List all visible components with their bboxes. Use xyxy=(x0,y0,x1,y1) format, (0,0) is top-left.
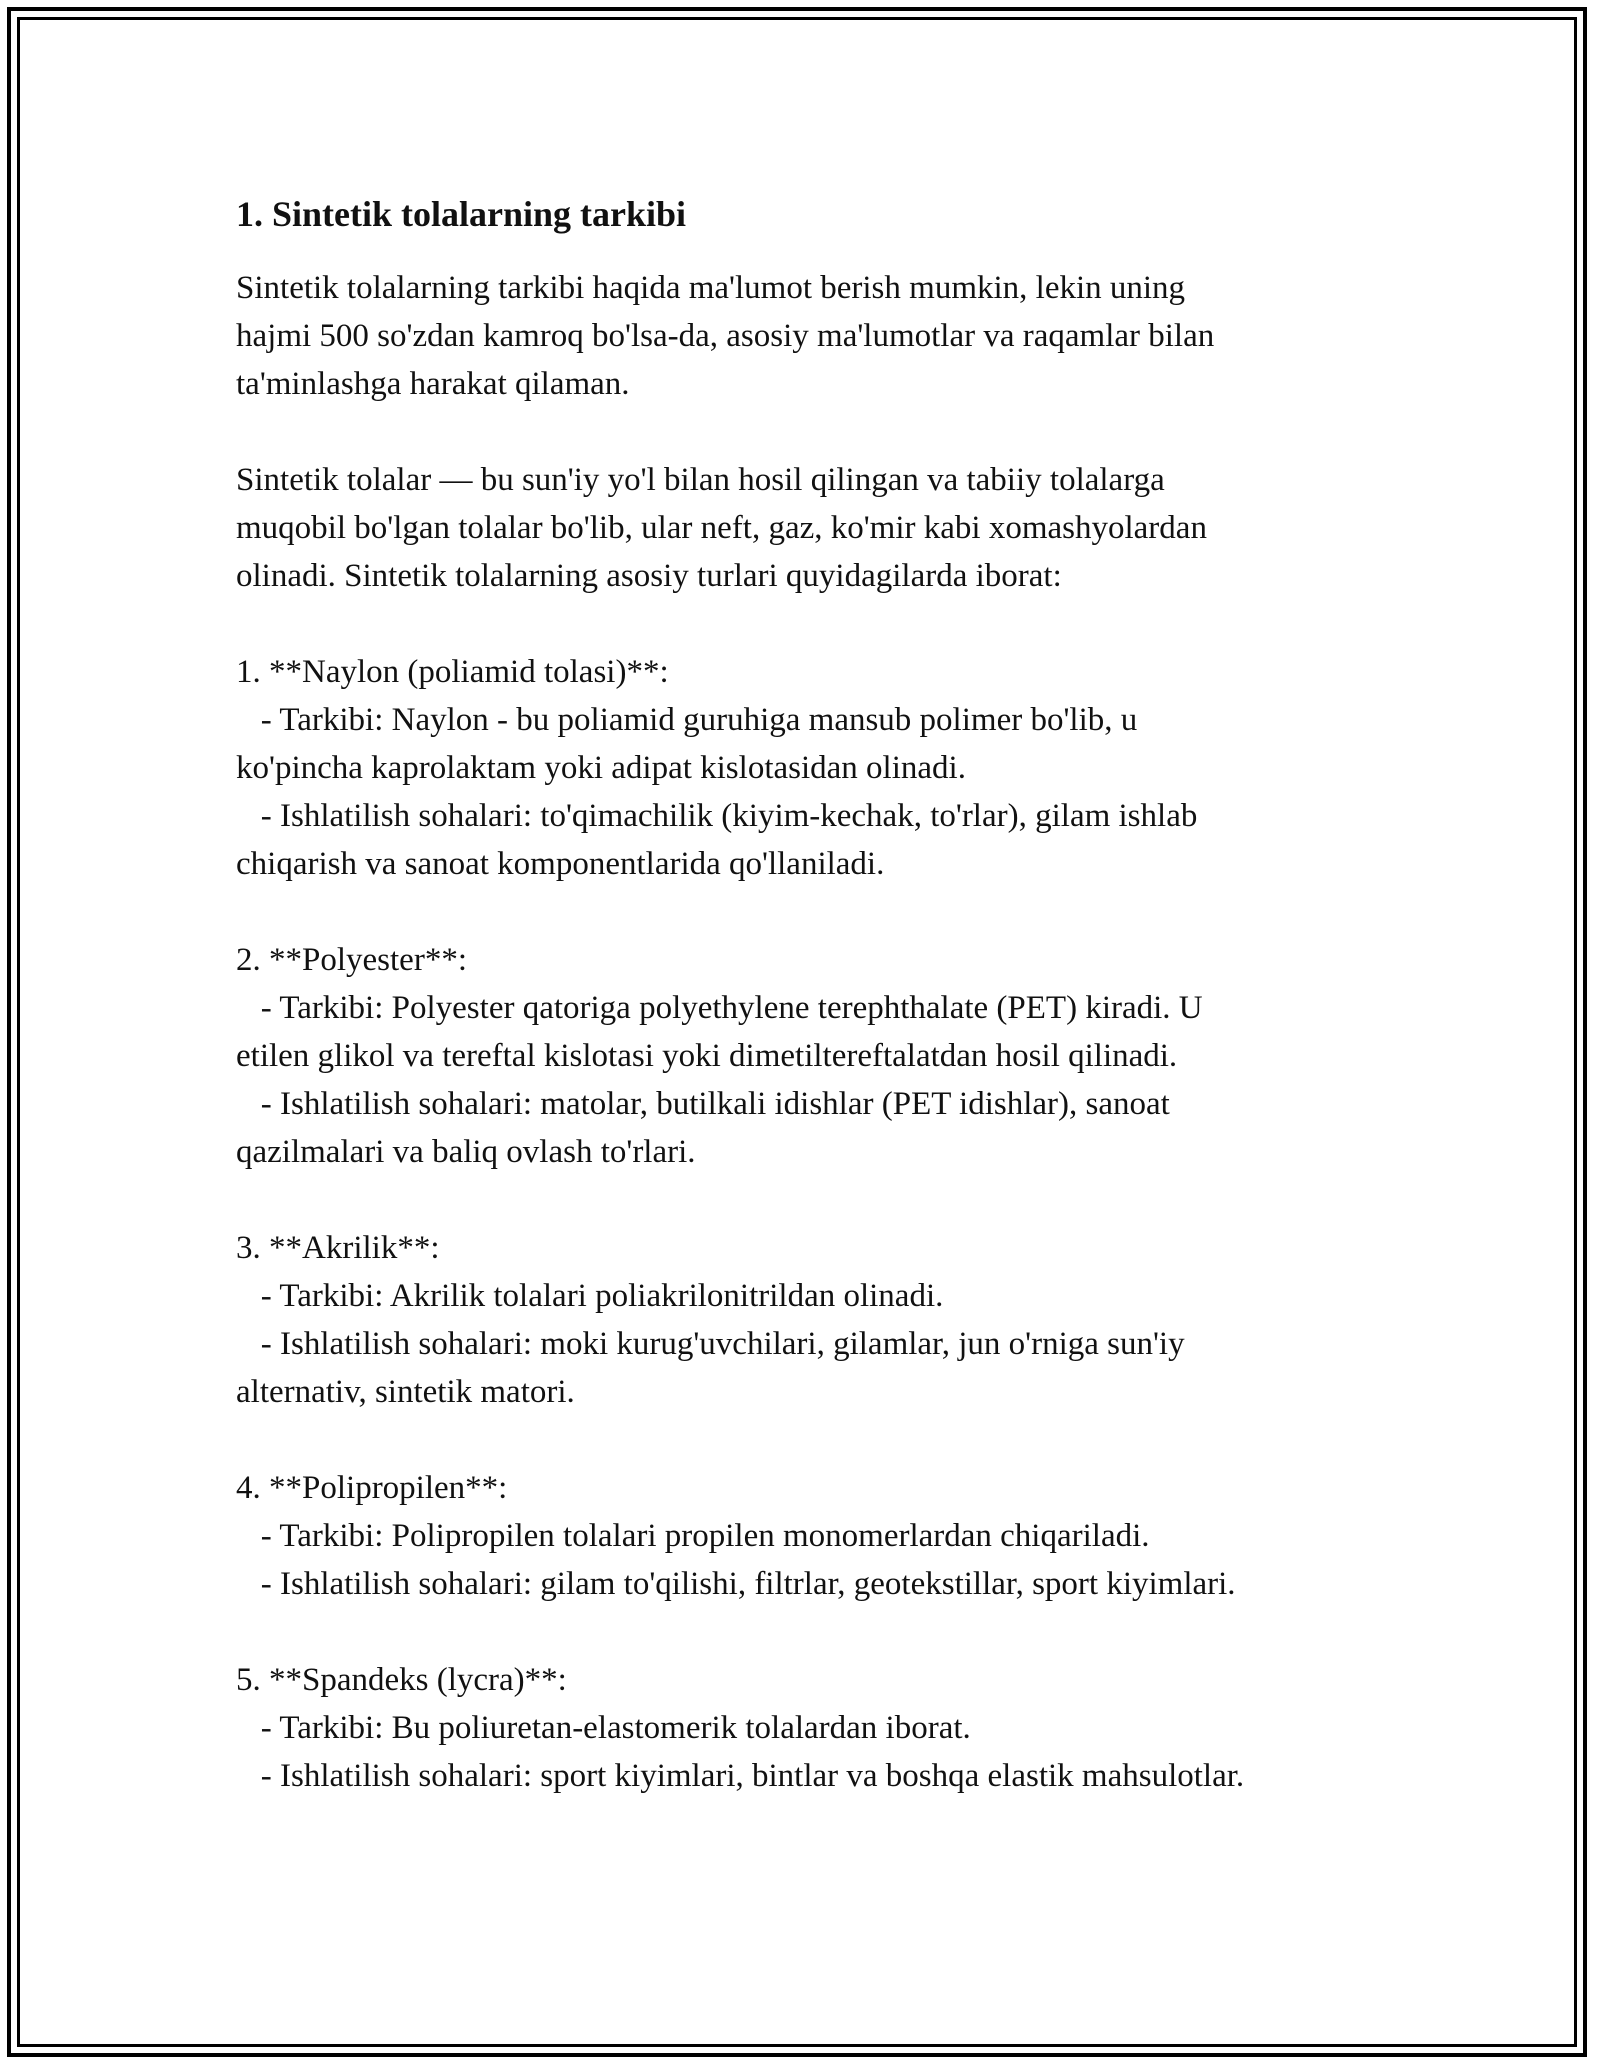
item-composition: - Tarkibi: Polyester qatoriga polyethylene terephthalate (PET) kiradi. U etilen glikol va tereftal kislotasi yoki dimetiltereftalatdan hosil qilinadi. xyxy=(236,990,1203,1074)
fiber-type-list xyxy=(236,648,1416,1848)
list-item-polipropilen xyxy=(236,1464,1416,1608)
intro-paragraph-2: Sintetik tolalar — bu sun'iy yo'l bilan hosil qilingan va tabiiy tolalarga muqobil bo'lgan tolalar bo'lib, ular neft, gaz, ko'mir kabi xomashyolardan olinadi. Sintetik tolalarning asosiy turlari quyidagilarda iborat: xyxy=(236,462,1207,594)
document-body xyxy=(236,192,1416,1794)
item-uses: - Ishlatilish sohalari: moki kurug'uvchilari, gilamlar, jun o'rniga sun'iy alternativ, sintetik matori. xyxy=(236,1326,1185,1410)
item-composition: - Tarkibi: Bu poliuretan-elastomerik tolalardan iborat. xyxy=(236,1710,971,1746)
item-composition: - Tarkibi: Naylon - bu poliamid guruhiga mansub polimer bo'lib, u ko'pincha kaprolaktam yoki adipat kislotasidan olinadi. xyxy=(236,702,1138,786)
item-composition: - Tarkibi: Akrilik tolalari poliakrilonitrildan olinadi. xyxy=(236,1278,944,1314)
item-uses: - Ishlatilish sohalari: matolar, butilkali idishlar (PET idishlar), sanoat qazilmalari va baliq ovlash to'rlari. xyxy=(236,1086,1170,1170)
item-uses: - Ishlatilish sohalari: to'qimachilik (kiyim-kechak, to'rlar), gilam ishlab chiqarish va sanoat komponentlarida qo'llaniladi. xyxy=(236,798,1198,882)
item-title: 2. **Polyester**: xyxy=(236,942,467,978)
item-title: 5. **Spandeks (lycra)**: xyxy=(236,1662,567,1698)
list-item-spandeks xyxy=(236,1656,1416,1800)
item-uses: - Ishlatilish sohalari: gilam to'qilishi, filtrlar, geotekstillar, sport kiyimlari. xyxy=(236,1566,1236,1602)
item-uses: - Ishlatilish sohalari: sport kiyimlari, bintlar va boshqa elastik mahsulotlar. xyxy=(236,1758,1245,1794)
intro-paragraph-1: Sintetik tolalarning tarkibi haqida ma'lumot berish mumkin, lekin uning hajmi 500 so'zdan kamroq bo'lsa-da, asosiy ma'lumotlar va raqamlar bilan ta'minlashga harakat qilaman. xyxy=(236,270,1215,402)
list-item-akrilik xyxy=(236,1224,1416,1416)
item-title: 3. **Akrilik**: xyxy=(236,1230,440,1266)
list-item-polyester xyxy=(236,936,1416,1176)
item-composition: - Tarkibi: Polipropilen tolalari propilen monomerlardan chiqariladi. xyxy=(236,1518,1150,1554)
item-title: 1. **Naylon (poliamid tolasi)**: xyxy=(236,654,669,690)
list-item-naylon xyxy=(236,648,1416,888)
section-heading: 1. Sintetik tolalarning tarkibi xyxy=(236,194,687,234)
item-title: 4. **Polipropilen**: xyxy=(236,1470,508,1506)
